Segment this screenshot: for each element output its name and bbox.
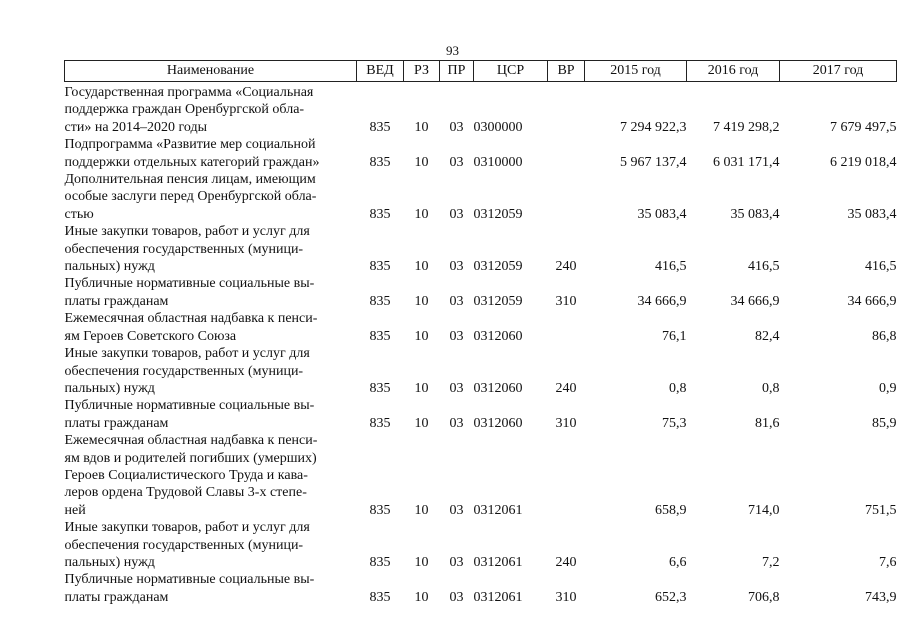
amount-2015-cell: 652,3 <box>655 589 687 605</box>
header-2016: 2016 год <box>687 61 780 82</box>
rz-cell: 10 <box>414 554 429 570</box>
pr-cell: 03 <box>449 293 464 309</box>
ved-cell: 835 <box>369 415 391 431</box>
amount-2016-cell: 34 666,9 <box>730 293 780 309</box>
ved-cell: 835 <box>369 293 391 309</box>
item-name-line: ям вдов и родителей погибших (умерших) <box>64 450 317 466</box>
item-name-cell <box>65 397 357 432</box>
ved-cell: 835 <box>369 589 391 605</box>
pr-cell: 03 <box>449 328 464 344</box>
item-name-line: Дополнительная пенсия лицам, имеющим <box>64 172 316 188</box>
amount-2016-cell: 7,2 <box>762 554 780 570</box>
table-row <box>65 310 897 345</box>
ved-cell: 835 <box>369 328 391 344</box>
header-rz: РЗ <box>404 61 440 82</box>
amount-2017-cell: 35 083,4 <box>847 206 897 222</box>
amount-2016-cell: 81,6 <box>755 415 780 431</box>
amount-2016-cell: 706,8 <box>748 589 780 605</box>
vr-cell: 240 <box>555 380 577 396</box>
rz-cell: 10 <box>414 380 429 396</box>
item-name-line: Героев Социалистического Труда и кава- <box>64 467 308 483</box>
amount-2015-cell: 76,1 <box>662 328 687 344</box>
amount-2016-cell: 714,0 <box>748 502 780 518</box>
amount-2015-cell: 416,5 <box>655 259 687 275</box>
table-row <box>65 223 897 275</box>
table-row <box>65 397 897 432</box>
csr-cell: 0312060 <box>473 415 523 431</box>
table-row <box>65 136 897 171</box>
amount-2015-cell: 0,8 <box>669 380 687 396</box>
item-name-line: Подпрограмма «Развитие мер социальной <box>64 137 316 153</box>
ved-cell: 835 <box>369 380 391 396</box>
table-row <box>65 432 897 519</box>
page-number: 93 <box>446 43 459 58</box>
ved-cell: 835 <box>369 206 391 222</box>
ved-cell: 835 <box>369 554 391 570</box>
csr-cell: 0310000 <box>473 154 523 170</box>
rz-cell: 10 <box>414 328 429 344</box>
amount-2015-cell: 5 967 137,4 <box>620 154 687 170</box>
item-name-line: Иные закупки товаров, работ и услуг для <box>64 520 310 536</box>
pr-cell: 03 <box>449 415 464 431</box>
item-name-line: Публичные нормативные социальные вы- <box>64 398 315 414</box>
item-name-line: Ежемесячная областная надбавка к пенси- <box>64 433 318 449</box>
item-name-cell <box>65 136 357 171</box>
item-name-line: обеспечения государственных (муници- <box>64 241 304 257</box>
csr-cell: 0312061 <box>473 554 523 570</box>
rz-cell: 10 <box>414 206 429 222</box>
rz-cell: 10 <box>414 415 429 431</box>
item-name-line: леров ордена Трудовой Славы 3-х степе- <box>64 485 307 501</box>
amount-2016-cell: 35 083,4 <box>730 206 780 222</box>
header-ved: ВЕД <box>357 61 404 82</box>
item-name-line: обеспечения государственных (муници- <box>64 363 304 379</box>
amount-2016-cell: 0,8 <box>762 380 780 396</box>
csr-cell: 0312059 <box>473 206 523 222</box>
amount-2015-cell: 75,3 <box>662 415 687 431</box>
table-row <box>65 571 897 606</box>
budget-table <box>64 60 897 606</box>
item-name-line: ней <box>64 502 86 518</box>
table-row <box>65 82 897 137</box>
pr-cell: 03 <box>449 259 464 275</box>
amount-2015-cell: 658,9 <box>655 502 687 518</box>
item-name-cell <box>65 345 357 397</box>
amount-2015-cell: 7 294 922,3 <box>620 119 687 135</box>
amount-2017-cell: 743,9 <box>865 589 897 605</box>
amount-2016-cell: 416,5 <box>748 259 780 275</box>
item-name-line: поддержка граждан Оренбургской обла- <box>64 102 305 118</box>
csr-cell: 0312060 <box>473 380 523 396</box>
csr-cell: 0312060 <box>473 328 523 344</box>
item-name-line: стью <box>64 206 94 222</box>
vr-cell <box>548 171 585 223</box>
vr-cell: 310 <box>555 589 577 605</box>
item-name-line: пальных) нужд <box>64 554 155 570</box>
amount-2016-cell: 6 031 171,4 <box>713 154 780 170</box>
table-row <box>65 345 897 397</box>
pr-cell: 03 <box>449 554 464 570</box>
item-name-cell <box>65 571 357 606</box>
header-name: Наименование <box>65 61 357 82</box>
amount-2017-cell: 751,5 <box>865 502 897 518</box>
item-name-cell <box>65 82 357 137</box>
header-csr: ЦСР <box>474 61 548 82</box>
vr-cell: 240 <box>555 554 577 570</box>
amount-2017-cell: 0,9 <box>879 380 897 396</box>
pr-cell: 03 <box>449 380 464 396</box>
item-name-line: пальных) нужд <box>64 380 155 396</box>
item-name-line: обеспечения государственных (муници- <box>64 537 304 553</box>
amount-2016-cell: 7 419 298,2 <box>713 119 780 135</box>
pr-cell: 03 <box>449 206 464 222</box>
amount-2017-cell: 7 679 497,5 <box>830 119 897 135</box>
item-name-line: поддержки отдельных категорий граждан» <box>64 154 320 170</box>
amount-2015-cell: 34 666,9 <box>637 293 687 309</box>
amount-2015-cell: 6,6 <box>669 554 687 570</box>
rz-cell: 10 <box>414 154 429 170</box>
rz-cell: 10 <box>414 259 429 275</box>
table-header-row <box>65 61 897 82</box>
item-name-cell <box>65 275 357 310</box>
csr-cell: 0312061 <box>473 589 523 605</box>
item-name-line: сти» на 2014–2020 годы <box>64 119 208 135</box>
item-name-line: Иные закупки товаров, работ и услуг для <box>64 224 310 240</box>
item-name-line: Ежемесячная областная надбавка к пенси- <box>64 311 318 327</box>
item-name-line: ям Героев Советского Союза <box>64 328 237 344</box>
header-pr: ПР <box>440 61 474 82</box>
csr-cell: 0312059 <box>473 293 523 309</box>
pr-cell: 03 <box>449 502 464 518</box>
ved-cell: 835 <box>369 154 391 170</box>
csr-cell: 0300000 <box>473 119 523 135</box>
item-name-line: Публичные нормативные социальные вы- <box>64 276 315 292</box>
item-name-line: Государственная программа «Социальная <box>64 85 314 100</box>
vr-cell <box>548 82 585 137</box>
rz-cell: 10 <box>414 502 429 518</box>
amount-2016-cell: 82,4 <box>755 328 780 344</box>
header-vr: ВР <box>548 61 585 82</box>
item-name-line: Публичные нормативные социальные вы- <box>64 572 315 588</box>
item-name-line: особые заслуги перед Оренбургской обла- <box>64 189 317 205</box>
rz-cell: 10 <box>414 589 429 605</box>
amount-2017-cell: 416,5 <box>865 259 897 275</box>
vr-cell <box>548 136 585 171</box>
vr-cell <box>548 310 585 345</box>
table-row <box>65 275 897 310</box>
pr-cell: 03 <box>449 589 464 605</box>
table-row <box>65 519 897 571</box>
amount-2017-cell: 34 666,9 <box>847 293 897 309</box>
amount-2017-cell: 86,8 <box>872 328 897 344</box>
item-name-line: пальных) нужд <box>64 259 155 275</box>
vr-cell: 310 <box>555 293 577 309</box>
csr-cell: 0312059 <box>473 259 523 275</box>
ved-cell: 835 <box>369 119 391 135</box>
ved-cell: 835 <box>369 502 391 518</box>
item-name-cell <box>65 519 357 571</box>
ved-cell: 835 <box>369 259 391 275</box>
amount-2017-cell: 85,9 <box>872 415 897 431</box>
rz-cell: 10 <box>414 119 429 135</box>
item-name-line: платы гражданам <box>64 415 169 431</box>
vr-cell: 240 <box>555 259 577 275</box>
header-2015: 2015 год <box>585 61 687 82</box>
amount-2017-cell: 6 219 018,4 <box>830 154 897 170</box>
item-name-cell <box>65 171 357 223</box>
csr-cell: 0312061 <box>473 502 523 518</box>
amount-2015-cell: 35 083,4 <box>637 206 687 222</box>
item-name-line: платы гражданам <box>64 589 169 605</box>
vr-cell <box>548 432 585 519</box>
item-name-cell <box>65 432 357 519</box>
item-name-cell <box>65 310 357 345</box>
item-name-line: платы гражданам <box>64 293 169 309</box>
table-row <box>65 171 897 223</box>
pr-cell: 03 <box>449 119 464 135</box>
item-name-cell <box>65 223 357 275</box>
header-2017: 2017 год <box>780 61 897 82</box>
vr-cell: 310 <box>555 415 577 431</box>
amount-2017-cell: 7,6 <box>879 554 897 570</box>
item-name-line: Иные закупки товаров, работ и услуг для <box>64 346 310 362</box>
rz-cell: 10 <box>414 293 429 309</box>
pr-cell: 03 <box>449 154 464 170</box>
